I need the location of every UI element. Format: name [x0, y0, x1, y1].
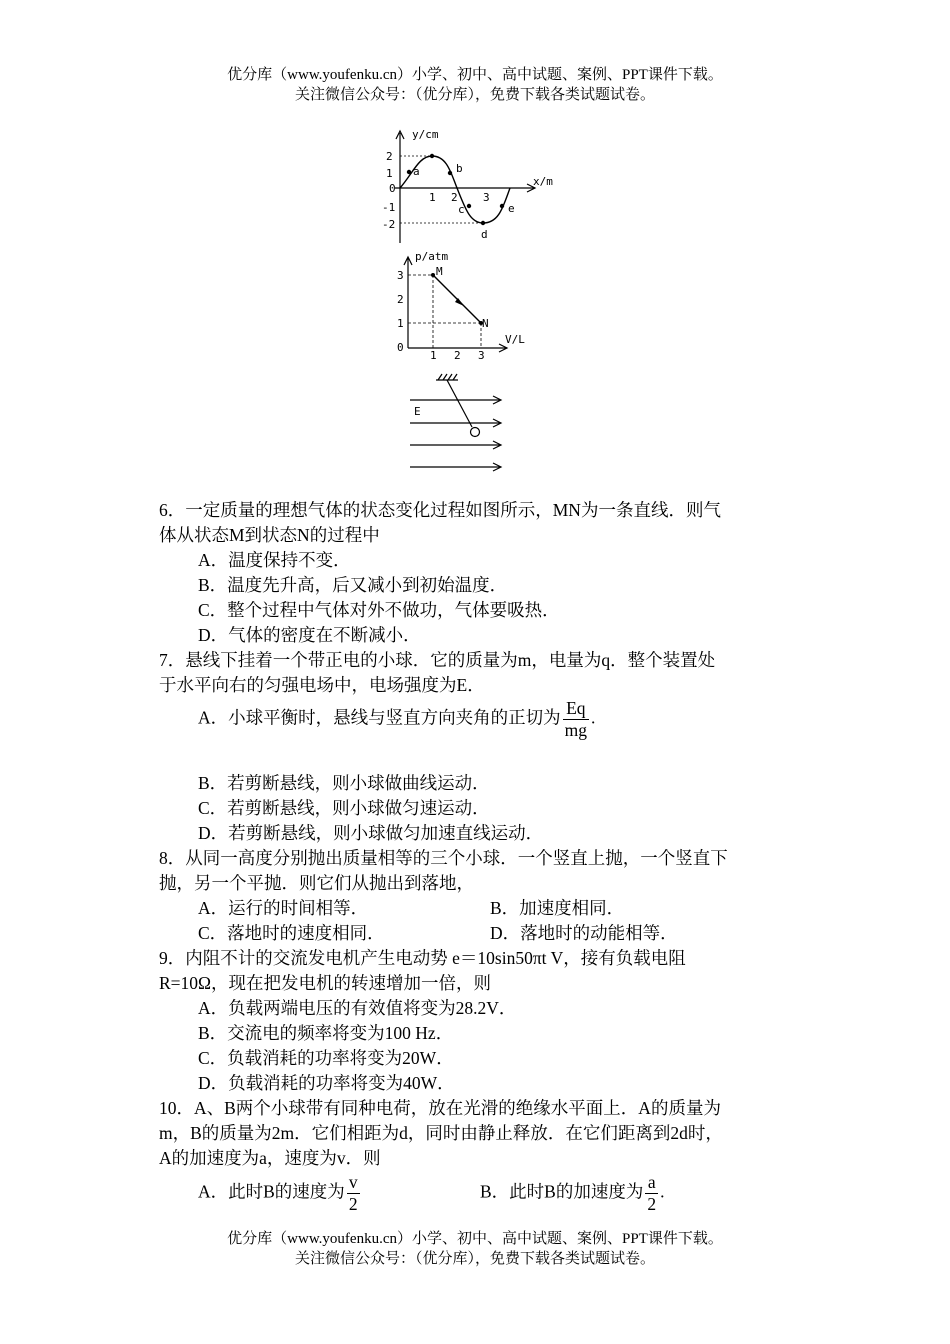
pv-x-tick: 2 — [454, 349, 461, 362]
wave-x-tick: 1 — [429, 191, 436, 204]
q7-option-b: B．若剪断悬线，则小球做曲线运动． — [198, 773, 490, 793]
header-line-1: 优分库（www.youfenku.cn）小学、初中、高中试题、案例、PPT课件下载。 — [227, 67, 723, 83]
q10-option-b-fraction — [645, 1172, 658, 1215]
q8-stem-1: 8．从同一高度分别抛出质量相等的三个小球．一个竖直上抛，一个竖直下 — [159, 848, 728, 868]
pv-y-tick: 3 — [397, 269, 404, 282]
q10-option-b-text: B．此时B的加速度为 — [480, 1181, 644, 1202]
pv-x-label: V/L — [505, 333, 525, 346]
field-figure — [400, 370, 510, 476]
q7-option-a-end: . — [591, 707, 596, 728]
q10-stem-1: 10．A、B两个小球带有同种电荷，放在光滑的绝缘水平面上．A的质量为 — [159, 1098, 721, 1118]
q7-option-c: C．若剪断悬线，则小球做匀速运动． — [198, 798, 490, 818]
q6-stem-2: 体从状态M到状态N的过程中 — [159, 525, 380, 545]
q7-option-a-text: A．小球平衡时，悬线与竖直方向夹角的正切为 — [198, 707, 561, 728]
wave-y-tick: 2 — [386, 150, 393, 163]
q10-option-b — [480, 1172, 664, 1215]
q6-option-c: C．整个过程中气体对外不做功，气体要吸热． — [198, 600, 560, 620]
wave-point-label: d — [481, 228, 488, 241]
wave-figure — [382, 125, 565, 243]
q10-stem-2: m，B的质量为2m．它们相距为d，同时由静止释放．在它们距离到2d时， — [159, 1123, 723, 1143]
field-label: E — [414, 405, 421, 418]
pv-figure — [385, 248, 545, 360]
pv-point-label: N — [482, 317, 489, 330]
q8-option-a: A．运行的时间相等． — [198, 898, 369, 918]
fraction-denominator: 2 — [348, 1194, 358, 1214]
wave-point-label: b — [456, 162, 463, 175]
q6-option-d: D．气体的密度在不断减小． — [198, 625, 421, 645]
q6-option-a: A．温度保持不变． — [198, 550, 351, 570]
q7-option-d: D．若剪断悬线，则小球做匀加速直线运动． — [198, 823, 544, 843]
wave-x-tick: 3 — [483, 191, 490, 204]
wave-x-label: x/m — [533, 175, 553, 188]
fraction-numerator: Eq — [563, 698, 589, 720]
q6-option-b: B．温度先升高，后又减小到初始温度． — [198, 575, 508, 595]
wave-y-tick: 1 — [386, 167, 393, 180]
q10-option-a-fraction — [347, 1172, 360, 1215]
wave-x-tick: 2 — [451, 191, 458, 204]
q9-option-a: A．负载两端电压的有效值将变为28.2V． — [198, 998, 517, 1018]
wave-point-label: e — [508, 202, 515, 215]
q9-option-b: B．交流电的频率将变为100 Hz． — [198, 1023, 454, 1043]
fraction-numerator: a — [645, 1172, 658, 1194]
wave-y-tick: -1 — [382, 201, 396, 214]
fraction-denominator: mg — [564, 720, 588, 740]
pv-y-label: p/atm — [415, 250, 449, 263]
pv-x-tick: 1 — [430, 349, 437, 362]
wave-y-tick: -2 — [382, 218, 396, 231]
footer-line-2: 关注微信公众号：（优分库），免费下载各类试题试卷。 — [294, 1251, 655, 1267]
q6-stem-1: 6．一定质量的理想气体的状态变化过程如图所示，MN为一条直线．则气 — [159, 500, 721, 520]
q10-stem-3: A的加速度为a，速度为v．则 — [159, 1148, 381, 1168]
fraction-numerator: v — [348, 1172, 358, 1192]
q9-stem-1: 9．内阻不计的交流发电机产生电动势 e＝10sin50πt V，接有负载电阻 — [159, 948, 686, 968]
q7-option-a — [198, 698, 595, 741]
q9-option-d: D．负载消耗的功率将变为40W． — [198, 1073, 455, 1093]
q7-stem-2: 于水平向右的匀强电场中，电场强度为E． — [159, 675, 485, 695]
q10-option-b-end: . — [660, 1181, 665, 1202]
pv-y-tick: 1 — [397, 317, 404, 330]
pv-y-tick: 2 — [397, 293, 404, 306]
pv-point-label: M — [436, 265, 443, 278]
q8-option-b: B．加速度相同． — [490, 898, 625, 918]
header-line-2: 关注微信公众号：（优分库），免费下载各类试题试卷。 — [294, 87, 655, 103]
q9-option-c: C．负载消耗的功率将变为20W． — [198, 1048, 454, 1068]
q8-option-c: C．落地时的速度相同． — [198, 923, 385, 943]
q7-option-a-fraction — [563, 698, 589, 741]
wave-point-label: a — [413, 165, 420, 178]
q9-stem-2: R=10Ω，现在把发电机的转速增加一倍，则 — [159, 973, 492, 993]
fraction-denominator: 2 — [647, 1194, 657, 1214]
q7-stem-1: 7．悬线下挂着一个带正电的小球．它的质量为m，电量为q．整个装置处 — [159, 650, 716, 670]
wave-point-label: c — [458, 203, 465, 216]
pv-y-tick: 0 — [397, 341, 404, 354]
wave-y-label: y/cm — [412, 128, 439, 141]
q8-option-d: D．落地时的动能相等． — [490, 923, 678, 943]
pv-x-tick: 3 — [478, 349, 485, 362]
q10-option-a-text: A．此时B的速度为 — [198, 1181, 345, 1202]
q8-stem-2: 抛，另一个平抛．则它们从抛出到落地， — [159, 873, 474, 893]
wave-y-tick: 0 — [389, 182, 396, 195]
footer-line-1: 优分库（www.youfenku.cn）小学、初中、高中试题、案例、PPT课件下载。 — [227, 1231, 723, 1247]
q10-option-a — [198, 1172, 362, 1215]
